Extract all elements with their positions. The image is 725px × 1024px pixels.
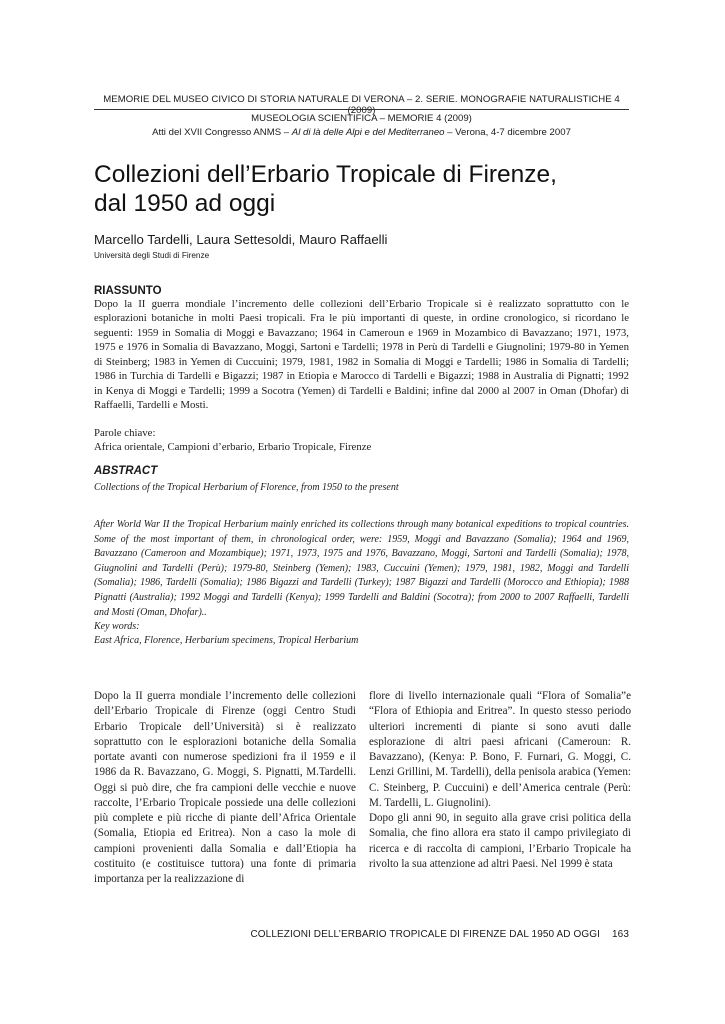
journal-series-header: MEMORIE DEL MUSEO CIVICO DI STORIA NATURALE DI VERONA – 2. SERIE. MONOGRAFIE NATURALISTICHE 4 (2009) (103, 94, 620, 116)
page-number: 163 (612, 929, 629, 940)
running-title: COLLEZIONI DELL’ERBARIO TROPICALE DI FIRENZE DAL 1950 AD OGGI (250, 929, 600, 940)
congress-header (94, 127, 629, 138)
abstract-text: After World War II the Tropical Herbarium mainly enriched its collections through many botanical expeditions to tropical countries. Some of the most important of them, in chronological order, were: 1959, Moggi and Bavazzano (Somalia); 1964 and 1969, Bavazzano (Cameroon and Mozambique); 1971, 1973, 1975 and 1976, Bavazzano, Moggi, Sartoni and Tardelli (Somalia); 1978, Giugnolini and Tardelli (Perù); 1979-80, Steinberg (Yemen); 1983, Cuccuini (Yemen); 1979, 1981, 1982, Moggi and Tardelli (Somalia); 1986, Tardelli (Somalia); 1986 Bigazzi and Tardelli (Turkey); 1987 Bigazzi and Tardelli (Morocco and Ethiopia); 1988 Pignatti (Australia); 1992 Moggi and Tardelli (Kenya); 1999 Tardelli and Baldini (Socotra); from 2000 to 2007 Raffaelli, Tardelli and Mosti (Oman, Dhofar).. (94, 519, 629, 618)
keywords-en: East Africa, Florence, Herbarium specimens, Tropical Herbarium (94, 635, 359, 646)
congress-prefix: Atti del XVII Congresso ANMS – (152, 127, 292, 138)
abstract-heading: ABSTRACT (94, 465, 158, 477)
title-line-2: dal 1950 ad oggi (94, 190, 276, 217)
affiliation: Università degli Studi di Firenze (94, 251, 210, 260)
riassunto-heading: RIASSUNTO (94, 285, 162, 297)
keywords-it: Africa orientale, Campioni d’erbario, Erbario Tropicale, Firenze (94, 441, 372, 453)
congress-suffix: – Verona, 4-7 dicembre 2007 (444, 127, 571, 138)
article-title (94, 160, 634, 218)
body-right-paragraph-1: flore di livello internazionale quali “Flora of Somalia”e “Flora of Ethiopia and Eritrea”. In questo stesso periodo ulteriori incrementi di piante si sono avuti dalle esplorazione di altri paesi africani (Cameroun: R. Bavazzano), (Kenya: P. Bono, F. Furnari, G. Moggi, C. Lenzi Grillini, M. Tardelli), della penisola arabica (Yemen: C. Steinberg, P. Cuccuini) e dell’America centrale (Perù: M. Tardelli, L. Giugnolini). (369, 690, 631, 809)
keywords-it-label: Parole chiave: (94, 427, 156, 439)
congress-title: Al di là delle Alpi e del Mediterraneo (291, 127, 445, 138)
body-right-paragraph-2: Dopo gli anni 90, in seguito alla grave crisi politica della Somalia, che fino allora era stato il campo privilegiato di ricerca e di raccolta di campioni, l’Erbario Tropicale ha rivolto la sua attenzione ad altri Paesi. Nel 1999 è stata (369, 812, 631, 870)
riassunto-text: Dopo la II guerra mondiale l’incremento delle collezioni dell’Erbario Tropicale si è realizzato soprattutto con le esplorazioni botaniche in molti Paesi tropicali. Fra le più importanti di queste, in ordine cronologico, si ricordano le seguenti: 1959 in Somalia di Moggi e Bavazzano; 1964 in Cameroun e 1969 in Mozambico di Bavazzano; 1971, 1973, 1975 e 1976 in Somalia di Bavazzano, Moggi, Sartoni e Tardelli; 1978 in Perù di Tardelli e Giugnolini; 1979-80 in Yemen di Steinberg; 1983 in Yemen di Cuccuini; 1979, 1981, 1982 in Somalia di Moggi e Tardelli; 1986 in Somalia di Tardelli; 1986 in Turchia di Tardelli e Bigazzi; 1987 in Etiopia e Marocco di Tardelli e Bigazzi; 1988 in Australia di Pignatti; 1992 in Kenya di Moggi e Tardelli; 1999 a Socotra (Yemen) di Tardelli e Baldini; infine dal 2000 al 2007 in Oman (Dhofar) di Raffaelli, Tardelli e Mosti. (94, 298, 629, 412)
body-right-column (369, 689, 631, 872)
title-line-1: Collezioni dell’Erbario Tropicale di Firenze, (94, 161, 557, 188)
authors: Marcello Tardelli, Laura Settesoldi, Mauro Raffaelli (94, 232, 388, 247)
museologia-header: MUSEOLOGIA SCIENTIFICA – MEMORIE 4 (2009) (251, 113, 472, 124)
body-left-column: Dopo la II guerra mondiale l’incremento delle collezioni dell’Erbario Tropicale di Firenze (oggi Centro Studi Erbario Tropicale dell’Università) si è realizzato soprattutto con le esplorazioni botaniche della Somalia portate avanti con numerose spedizioni fra il 1959 e il 1986 da R. Bavazzano, G. Moggi, S. Pignatti, M.Tardelli. Oggi si può dire, che fra campioni delle vecchie e nuove raccolte, l’Erbario Tropicale possiede una delle collezioni più complete e più ricche di piante dell’Africa Orientale (Somalia, Etiopia ed Eritrea). Non a caso la mole di campioni provenienti dalla Somalia e dall’Etiopia ha costituito (e costituisce tuttora) una fonte di primaria importanza per la realizzazione di (94, 690, 356, 885)
header-rule (94, 109, 629, 110)
page-footer (250, 929, 629, 940)
abstract-subtitle: Collections of the Tropical Herbarium of Florence, from 1950 to the present (94, 482, 399, 493)
keywords-en-label: Key words: (94, 621, 140, 632)
